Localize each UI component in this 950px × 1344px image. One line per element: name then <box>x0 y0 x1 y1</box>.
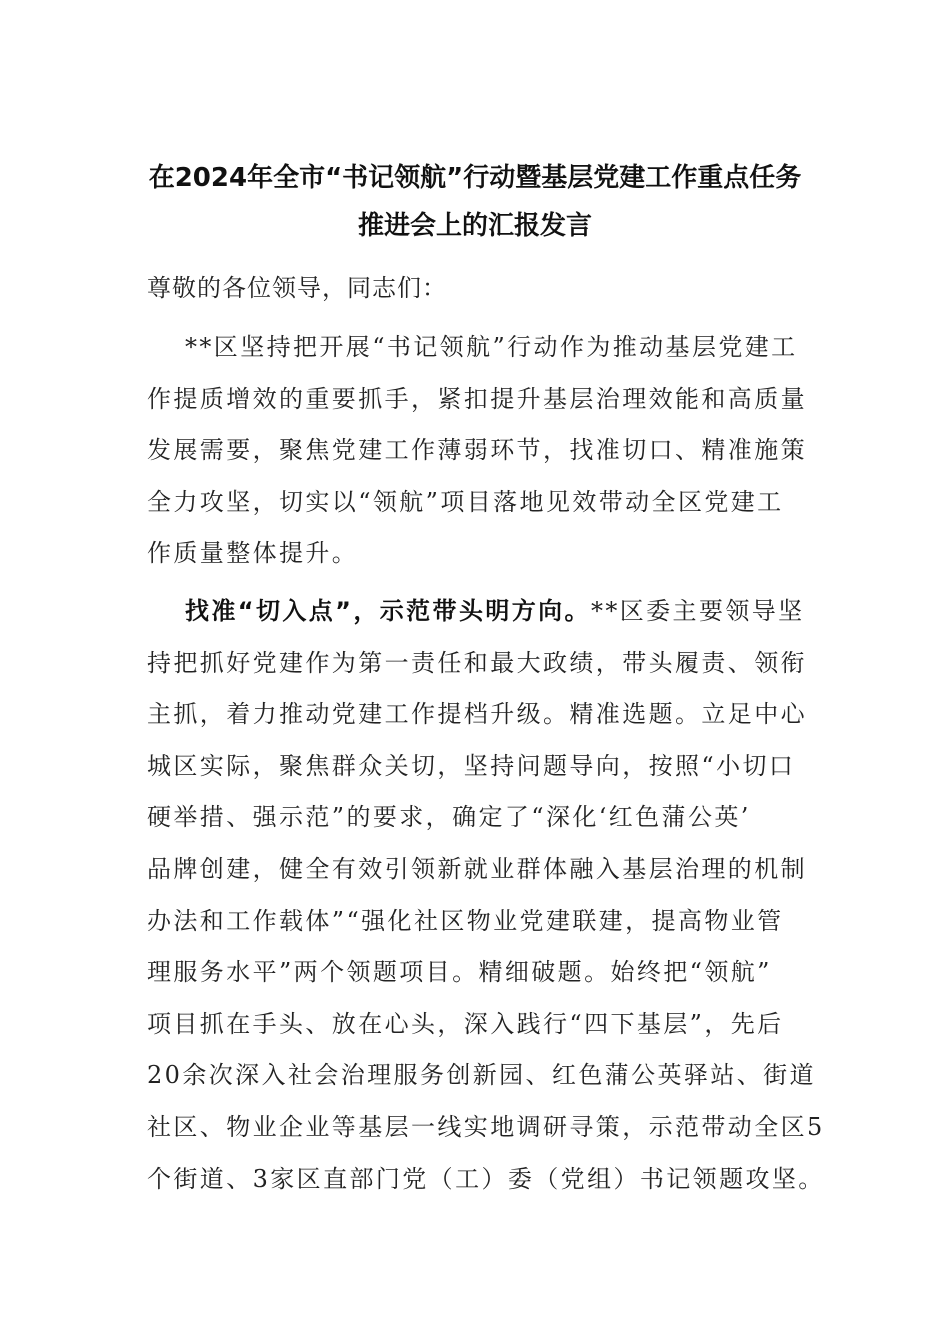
paragraph-line: 发展需要，聚焦党建工作薄弱环节，找准切口、精准施策 <box>147 436 807 465</box>
paragraph-line: 硬举措、强示范”的要求，确定了“深化‘红色蒲公英’ <box>147 803 751 832</box>
paragraph-line: 主抓，着力推动党建工作提档升级。精准选题。立足中心 <box>147 700 807 729</box>
paragraph-line-rest: **区委主要领导坚 <box>590 597 805 625</box>
paragraph-line: 城区实际，聚焦群众关切，坚持问题导向，按照“小切口 <box>147 751 796 780</box>
paragraph-line: 项目抓在手头、放在心头，深入践行“四下基层”，先后 <box>147 1009 784 1038</box>
paragraph-line: **区坚持把开展“书记领航”行动作为推动基层党建工 <box>185 333 798 361</box>
paragraph-line: 全力攻坚，切实以“领航”项目落地见效带动全区党建工 <box>147 487 784 516</box>
paragraph-section-1 <box>147 586 825 1205</box>
salutation: 尊敬的各位领导，同志们： <box>147 274 447 302</box>
paragraph-line: 20余次深入社会治理服务创新园、红色蒲公英驿站、街道 <box>147 1061 816 1090</box>
document-title-line-2: 推进会上的汇报发言 <box>357 211 592 241</box>
paragraph-line: 持把抓好党建作为第一责任和最大政绩，带头履责、领衔 <box>147 648 807 677</box>
section-heading: 找准“切入点”，示范带头明方向。 <box>185 597 591 625</box>
document-title-line-1: 在2024年全市“书记领航”行动暨基层党建工作重点任务 <box>148 163 802 193</box>
paragraph-line: 品牌创建，健全有效引领新就业群体融入基层治理的机制 <box>147 854 807 883</box>
paragraph-line: 作提质增效的重要抓手，紧扣提升基层治理效能和高质量 <box>147 384 807 413</box>
paragraph-line: 作质量整体提升。 <box>147 539 359 568</box>
paragraph-line: 理服务水平”两个领题项目。精细破题。始终把“领航” <box>147 958 772 987</box>
paragraph-line: 个街道、3家区直部门党（工）委（党组）书记领题攻坚。 <box>147 1164 825 1193</box>
paragraph-line: 办法和工作载体”“强化社区物业党建联建，提高物业管 <box>147 906 784 935</box>
paragraph-line: 社区、物业企业等基层一线实地调研寻策，示范带动全区5 <box>147 1112 825 1141</box>
paragraph-first-line <box>147 586 807 638</box>
paragraph-intro <box>147 322 807 580</box>
